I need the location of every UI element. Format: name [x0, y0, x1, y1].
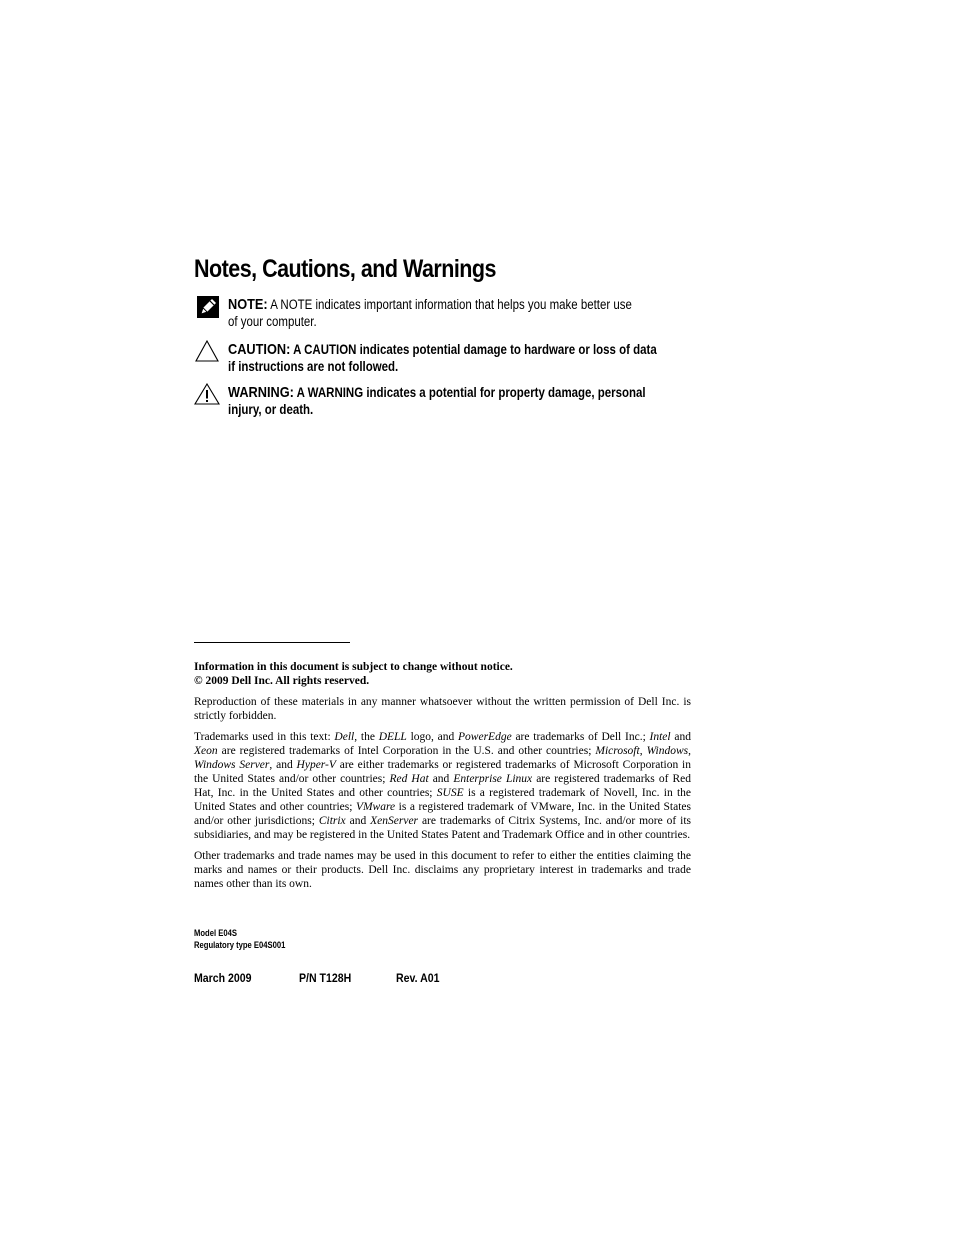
- warning-text-line2: injury, or death.: [228, 402, 314, 417]
- note-label: NOTE:: [228, 296, 268, 313]
- trademarks-paragraph: [194, 730, 691, 842]
- note-text-line1: A NOTE indicates important information that helps you make better use: [267, 297, 632, 312]
- trademark-text: , and: [269, 759, 297, 771]
- trademark-text: , the: [354, 731, 379, 743]
- separator-rule: [194, 642, 350, 643]
- trademark-text: logo, and: [406, 731, 459, 743]
- trademark-text: and: [345, 815, 371, 827]
- trademark-name: Windows: [646, 745, 689, 757]
- trademark-name: SUSE: [436, 787, 464, 799]
- footer-date: March 2009: [194, 971, 252, 985]
- trademark-name: Xeon: [194, 745, 218, 757]
- trademark-name: Red Hat: [389, 773, 429, 785]
- trademark-name: DELL: [378, 731, 407, 743]
- caution-label: CAUTION:: [228, 341, 291, 358]
- trademark-text: are either trademarks or registered trademarks of Microsoft Corporation in the United States and/or other countries;: [194, 759, 692, 785]
- trademark-text: Trademarks used in this text:: [194, 731, 335, 743]
- warning-triangle-exclamation-icon: [194, 383, 220, 407]
- trademark-text: and: [670, 731, 691, 743]
- caution-text-line1: A CAUTION indicates potential damage to hardware or loss of data: [290, 342, 657, 357]
- trademark-name: Hyper-V: [296, 759, 336, 771]
- change-notice: Information in this document is subject to change without notice.: [194, 661, 513, 673]
- trademark-text: are registered trademarks of Red Hat, Inc. in the United States and other countries;: [194, 773, 691, 799]
- trademark-name: Windows Server: [194, 759, 270, 771]
- trademark-name: Intel: [649, 731, 671, 743]
- trademark-name: Microsoft: [595, 745, 640, 757]
- note-text-line2: of your computer.: [228, 314, 317, 329]
- trademark-text: ,: [639, 745, 647, 757]
- other-trademarks-paragraph: Other trademarks and trade names may be used in this document to refer to either the entities claiming the marks and names or their products. Dell Inc. disclaims any proprietary interest in trademarks and trade names other than its own.: [194, 850, 691, 890]
- trademark-text: are trademarks of Citrix Systems, Inc. and/or more of its subsidiaries, and may be registered in the United States Patent and Trademark Office and in other countries.: [194, 815, 691, 841]
- trademark-name: PowerEdge: [458, 731, 512, 743]
- trademark-text: is a registered trademark of Novell, Inc. in the United States and other countries;: [194, 787, 692, 813]
- trademark-text: and: [428, 773, 454, 785]
- legal-section: [194, 660, 691, 898]
- trademark-text: are registered trademarks of Intel Corporation in the U.S. and other countries;: [217, 745, 596, 757]
- trademark-text: ,: [688, 745, 692, 757]
- trademark-name: Citrix: [318, 815, 346, 827]
- trademark-name: XenServer: [370, 815, 419, 827]
- warning-text-line1: A WARNING indicates a potential for property damage, personal: [293, 385, 646, 400]
- warning-label: WARNING:: [228, 384, 294, 401]
- trademark-name: Dell: [334, 731, 355, 743]
- trademark-text: is a registered trademark of VMware, Inc. in the United States and/or other jurisdictions;: [194, 801, 692, 827]
- copyright-notice: © 2009 Dell Inc. All rights reserved.: [194, 675, 370, 687]
- model-number: Model E04S: [194, 928, 237, 938]
- regulatory-type: Regulatory type E04S001: [194, 940, 286, 950]
- footer-revision: Rev. A01: [396, 971, 440, 985]
- reproduction-notice: Reproduction of these materials in any manner whatsoever without the written permission of Dell Inc. is strictly forbidden.: [194, 696, 691, 722]
- page-title: Notes, Cautions, and Warnings: [194, 255, 496, 283]
- trademark-text: are trademarks of Dell Inc.;: [511, 731, 650, 743]
- caution-text-line2: if instructions are not followed.: [228, 359, 399, 374]
- trademark-name: Enterprise Linux: [453, 773, 533, 785]
- trademark-name: VMware: [355, 801, 396, 813]
- note-pencil-icon: [194, 296, 220, 320]
- caution-triangle-icon: [194, 340, 220, 364]
- footer-part-number: P/N T128H: [299, 971, 352, 985]
